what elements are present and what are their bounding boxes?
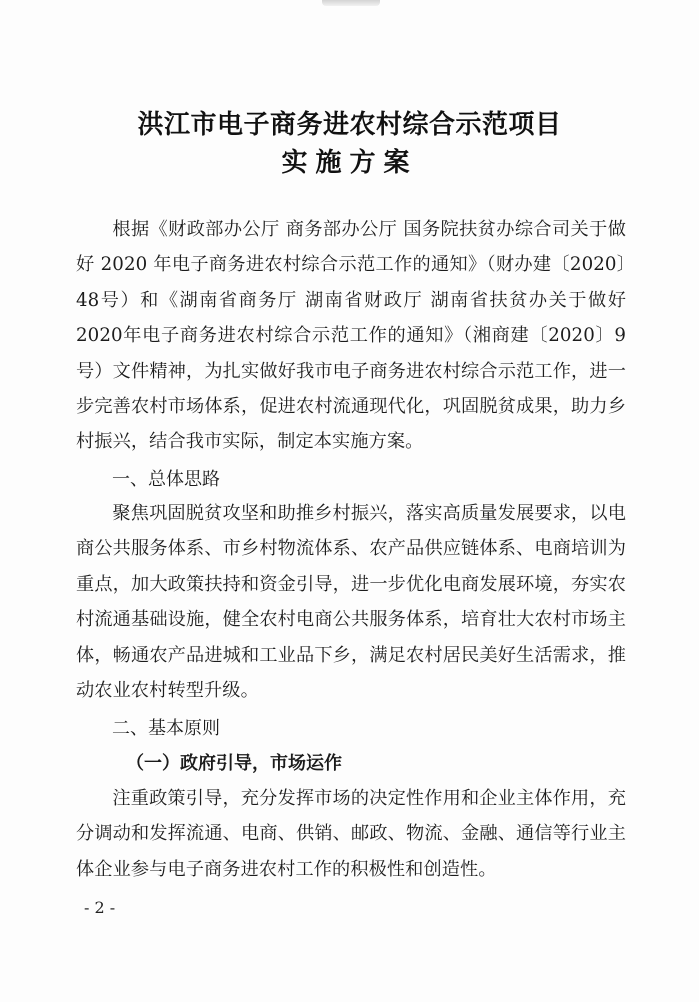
subheading-government-guidance: （一）政府引导，市场运作 (126, 753, 342, 774)
scan-mark (322, 0, 380, 6)
section-heading-basic-principles: 二、基本原则 (112, 718, 220, 739)
document-title-line1: 洪江市电子商务进农村综合示范项目 (137, 110, 562, 140)
page-number: - 2 - (84, 898, 116, 917)
section-heading-general-approach: 一、总体思路 (112, 469, 220, 490)
intro-paragraph: 根据《财政部办公厅 商务部办公厅 国务院扶贫办综合司关于做好 2020 年电子商务进农村综合示范工作的通知》（财办建〔2020〕48号）和《湖南省商务厅 湖南省财政厅 湖南省扶贫办关于做好2020年电子商务进农村综合示范工作的通知》（湘商建〔2020〕9号）文件精神，为扎实做好我市电子商务进农村综合示范工作，进一步完善农村市场体系，促进农村流通现代化，巩固脱贫成果，助力乡村振兴，结合我市实际，制定本实施方案。 (76, 219, 626, 453)
document-title-line2: 实施方案 (281, 148, 418, 178)
government-guidance-paragraph: 注重政策引导，充分发挥市场的决定性作用和企业主体作用，充分调动和发挥流通、电商、供销、邮政、物流、金融、通信等行业主体企业参与电子商务进农村工作的积极性和创造性。 (76, 788, 626, 880)
general-approach-paragraph: 聚焦巩固脱贫攻坚和助推乡村振兴，落实高质量发展要求，以电商公共服务体系、市乡村物流体系、农产品供应链体系、电商培训为重点，加大政策扶持和资金引导，进一步优化电商发展环境，夯实农村流通基础设施，健全农村电商公共服务体系，培育壮大农村市场主体，畅通农产品进城和工业品下乡，满足农村居民美好生活需求，推动农业农村转型升级。 (76, 503, 626, 702)
